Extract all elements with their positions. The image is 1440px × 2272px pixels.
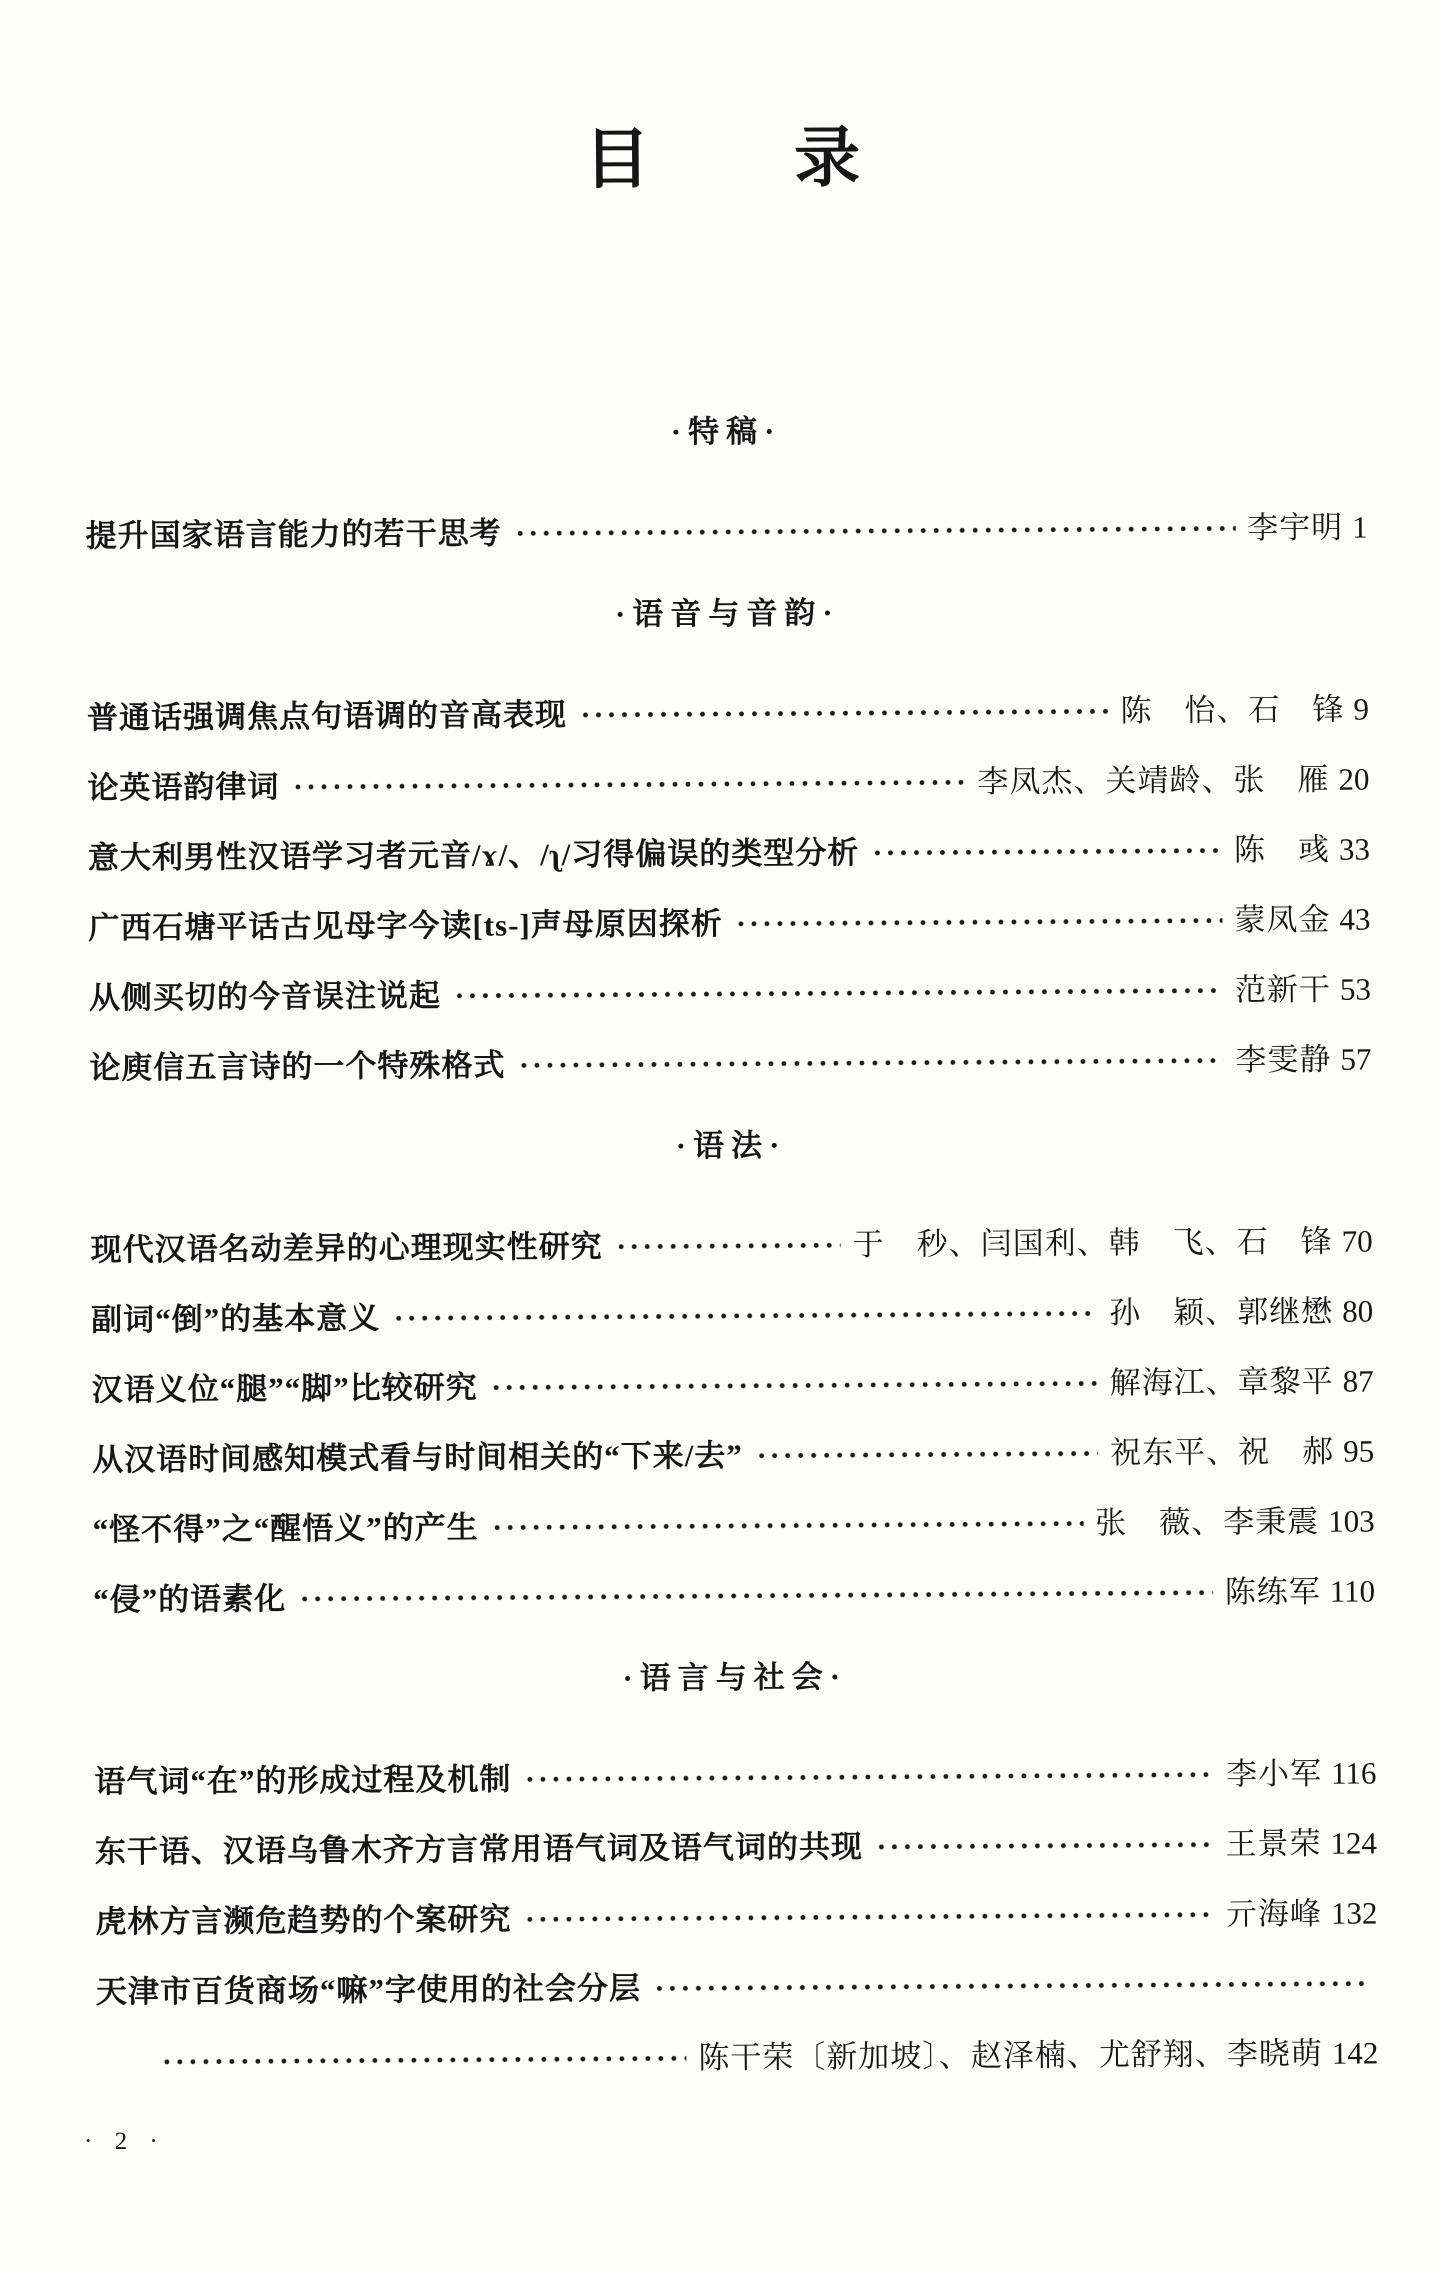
entry-title: 论英语韵律词 [87,769,280,806]
entry-page-number: 1 [1352,509,1368,545]
entry-page-number: 124 [1330,1825,1378,1861]
entry-page-number: 9 [1353,691,1370,727]
entry-title: 语气词“在”的形成过程及机制 [94,1761,512,1800]
entry-authors: 解海江、章黎平 [1109,1363,1334,1401]
page-number: · 2 · [84,2128,166,2155]
toc-entry [89,972,1371,1017]
entry-title: 虎林方言濒危趋势的个案研究 [95,1901,512,1940]
entry-authors: 陈 彧 [1233,831,1331,868]
dot-leader [392,1308,1097,1325]
dot-leader [453,985,1223,1002]
toc-entry [88,902,1370,947]
toc-entry [87,692,1369,737]
entry-authors: 范新干 [1234,971,1332,1008]
entry-title: 意大利男性汉语学习者元音/ɤ/、/ʅ/习得偏误的类型分析 [87,835,860,876]
entry-authors: 李宇明 [1247,509,1344,546]
entry-authors: 陈 怡、石 锋 [1120,691,1345,729]
entry-page-number: 95 [1343,1433,1375,1469]
section-entries [94,1756,1378,2081]
section-entries [87,692,1372,1087]
toc-section [90,1124,1375,1619]
dot-leader [291,776,965,793]
entry-title: 副词“倒”的基本意义 [91,1300,381,1338]
toc-entry-continuation [148,2036,1378,2081]
entry-authors: 陈干荣〔新加坡〕、赵泽楠、尤舒翔、李晓萌 [698,2036,1323,2076]
entry-page-number: 110 [1329,1573,1376,1609]
section-entries [91,1224,1376,1619]
entry-page-number: 132 [1330,1895,1378,1931]
dot-leader [490,1378,1098,1394]
toc-entry [94,1756,1376,1801]
entry-authors: 李凤杰、关靖龄、张 雁 [977,761,1330,800]
entry-authors: 李雯静 [1235,1041,1332,1078]
toc-entry [89,1042,1371,1087]
dot-leader [523,1909,1214,1926]
entry-page-number: 70 [1341,1223,1373,1259]
entry-title: 广西石塘平话古见母字今读[ts-]声母原因探析 [88,906,723,946]
entry-title: 从侧买切的今音误注说起 [88,978,442,1016]
dot-leader [491,1518,1084,1534]
dot-leader [523,1769,1214,1786]
toc-entry [95,1826,1377,1871]
entry-authors: 李小军 [1225,1756,1323,1792]
entry-authors: 张 薇、李秉震 [1095,1504,1320,1541]
section-heading: ·语法· [675,1127,787,1164]
section-heading: ·语言与社会· [622,1659,848,1696]
entry-page-number: 142 [1331,2035,1379,2071]
entry-page-number: 80 [1342,1293,1374,1329]
entry-title: 提升国家语言能力的若干思考 [85,515,502,554]
entry-page-number: 103 [1328,1503,1375,1539]
toc-section [94,1656,1379,2081]
toc-entry [93,1504,1375,1549]
entry-authors: 于 秒、闫国利、韩 飞、石 锋 [852,1223,1333,1263]
entry-title: 天津市百货商场“嘛”字使用的社会分层 [95,1970,642,2010]
entry-authors: 王景荣 [1225,1826,1322,1862]
page-title: 目 录 [583,121,865,197]
entry-title: “侵”的语素化 [93,1581,287,1618]
toc-entry [91,1224,1373,1269]
dot-leader [160,2052,686,2068]
entry-authors: 陈练军 [1224,1574,1321,1610]
section-heading: ·语音与音韵· [614,595,840,632]
toc-section [85,410,1368,555]
toc-entry [92,1364,1374,1409]
entry-page-number: 43 [1339,901,1371,937]
entry-page-number: 57 [1340,1041,1372,1077]
toc-entry [92,1434,1374,1479]
toc-entry [91,1294,1373,1339]
toc-entry [86,510,1368,555]
entry-title: 从汉语时间感知模式看与时间相关的“下来/去” [92,1438,743,1478]
toc-entry [95,1896,1377,1941]
dot-leader [579,705,1109,721]
entry-title: 普通话强调焦点句语调的音高表现 [86,697,568,736]
entry-title: 汉语义位“腿”“脚”比较研究 [91,1369,478,1408]
section-entries [86,510,1368,555]
dot-leader [298,1587,1213,1605]
toc-entry [88,832,1370,877]
dot-leader [755,1448,1098,1462]
toc-entry [93,1574,1375,1619]
toc-entry [96,1966,1378,2011]
entry-authors: 祝东平、祝 郝 [1110,1433,1335,1471]
entry-page-number: 87 [1342,1363,1374,1399]
entry-title: 论庾信五言诗的一个特殊格式 [89,1047,506,1086]
toc-section [86,592,1371,1087]
dot-leader [875,1839,1214,1853]
entry-page-number: 53 [1339,971,1372,1007]
toc-sections [85,410,1379,2081]
dot-leader [653,1978,1366,1995]
entry-page-number: 20 [1338,761,1370,797]
dot-leader [871,845,1222,859]
entry-authors: 蒙凤金 [1234,901,1331,938]
dot-leader [514,523,1236,540]
entry-authors: 孙 颖、郭继懋 [1109,1293,1334,1331]
section-heading: ·特稿· [670,413,782,450]
dot-leader [615,1239,841,1253]
entry-authors: 亓海峰 [1225,1896,1322,1932]
entry-page-number: 116 [1330,1755,1377,1791]
entry-page-number: 33 [1338,831,1371,867]
entry-title: “怪不得”之“醒悟义”的产生 [92,1509,479,1548]
dot-leader [517,1055,1223,1072]
entry-title: 东干语、汉语乌鲁木齐方言常用语气词及语气词的共现 [94,1829,864,1870]
dot-leader [735,915,1223,930]
toc-entry [87,762,1369,807]
entry-title: 现代汉语名动差异的心理现实性研究 [90,1229,603,1268]
